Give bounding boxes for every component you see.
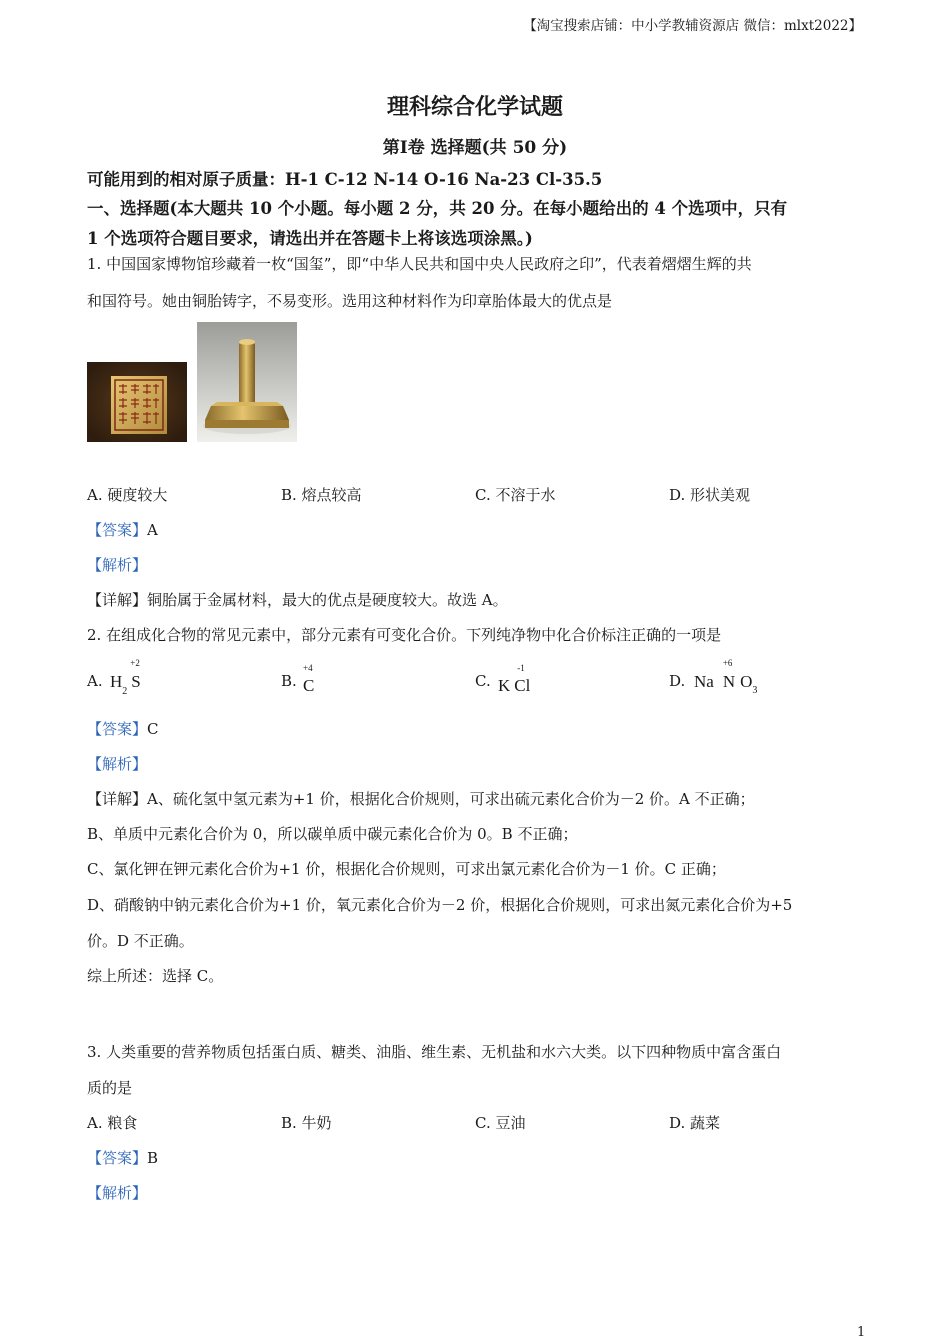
- section-instructions-line2: 1 个选项符合题目要求，请选出并在答题卡上将该选项涂黑。): [87, 229, 533, 248]
- q1-analysis-tag: 【解析】: [87, 556, 148, 574]
- q1-detail-text: 铜胎属于金属材料，最大的优点是硬度较大。故选 A。: [147, 591, 508, 609]
- element-cl-wrap: [514, 663, 531, 695]
- section-subtitle: 第Ⅰ卷 选择题(共 50 分): [382, 138, 568, 158]
- element-o: O: [740, 672, 753, 691]
- element-c: C: [303, 676, 315, 695]
- q2-option-c-letter: C.: [475, 672, 491, 690]
- q2-detail-line2: B、单质中元素化合价为 0，所以碳单质中碳元素化合价为 0。B 不正确；: [87, 825, 578, 843]
- q2-answer-value: C: [147, 720, 159, 738]
- seal-face-image: [87, 362, 187, 442]
- answer-tag: 【答案】: [87, 521, 148, 539]
- element-h: H: [110, 672, 123, 691]
- oxidation-state: +2: [130, 658, 140, 668]
- q3-option-a: A. 粮食: [87, 1114, 138, 1132]
- q2-answer-line: [87, 718, 159, 739]
- bronze-seal-image: [197, 322, 297, 442]
- page-title: 理科综合化学试题: [386, 94, 563, 120]
- q1-option-d: D. 形状美观: [669, 486, 751, 504]
- q2-option-a-formula: [110, 658, 141, 697]
- q3-stem-line1: 3. 人类重要的营养物质包括蛋白质、糖类、油脂、维生素、无机盐和水六大类。以下四种物质中富含蛋白: [87, 1043, 782, 1061]
- q2-detail-line1: [87, 788, 755, 809]
- subscript-3: 3: [752, 685, 758, 696]
- element-na: Na: [694, 672, 714, 691]
- oxidation-state: -1: [517, 663, 525, 673]
- q1-stem-line2: 和国符号。她由铜胎铸字，不易变形。选用这种材料作为印章胎体最大的优点是: [87, 292, 613, 310]
- q3-option-b: B. 牛奶: [281, 1114, 332, 1132]
- q1-answer-line: [87, 519, 158, 540]
- element-n-wrap: [722, 658, 736, 691]
- header-shop-note: 【淘宝搜索店铺：中小学教辅资源店 微信：mlxt2022】: [523, 18, 862, 34]
- q1-detail-line: [87, 589, 508, 610]
- q2-detail-line4: D、硝酸钠中钠元素化合价为+1 价，氧元素化合价为－2 价，根据化合价规则，可求出氮元素化合价为+5: [87, 896, 793, 914]
- q1-stem-line1: 1. 中国国家博物馆珍藏着一枚“国玺”，即“中华人民共和国中央人民政府之印”，代表着熠熠生辉的共: [87, 255, 752, 273]
- detail-tag: 【详解】: [87, 591, 148, 609]
- element-n: N: [722, 672, 736, 691]
- page-number: 1: [857, 1325, 866, 1340]
- q2-summary: 综上所述：选择 C。: [87, 967, 224, 985]
- q3-answer-line: [87, 1147, 158, 1168]
- oxidation-state: +4: [303, 663, 313, 673]
- q2-stem: 2. 在组成化合物的常见元素中，部分元素有可变化合价。下列纯净物中化合价标注正确的一项是: [87, 626, 722, 644]
- q1-option-c: C. 不溶于水: [475, 486, 556, 504]
- atomic-masses-line: 可能用到的相对原子质量：H-1 C-12 N-14 O-16 Na-23 Cl-35.5: [87, 170, 603, 189]
- subscript-2: 2: [122, 686, 128, 697]
- element-s: S: [131, 672, 141, 691]
- q1-option-a: A. 硬度较大: [87, 486, 168, 504]
- q3-answer-value: B: [147, 1149, 159, 1167]
- element-c-wrap: [303, 663, 315, 695]
- element-k: K: [498, 676, 511, 695]
- q3-option-c: C. 豆油: [475, 1114, 526, 1132]
- q3-option-d: D. 蔬菜: [669, 1114, 721, 1132]
- q1-option-b: B. 熔点较高: [281, 486, 362, 504]
- q2-option-d-formula: [694, 658, 758, 696]
- q2-option-b-formula: [303, 663, 315, 696]
- oxidation-state: +6: [722, 658, 733, 668]
- q3-analysis-tag: 【解析】: [87, 1184, 148, 1202]
- detail-tag: 【详解】: [87, 790, 148, 808]
- q2-analysis-tag: 【解析】: [87, 755, 148, 773]
- element-s-wrap: [130, 658, 141, 691]
- section-instructions-line1: 一、选择题(本大题共 10 个小题。每小题 2 分，共 20 分。在每小题给出的 4 个选项中，只有: [87, 199, 788, 218]
- q2-option-a-letter: A.: [87, 672, 103, 690]
- q2-detail-text1: A、硫化氢中氢元素为+1 价，根据化合价规则，可求出硫元素化合价为－2 价。A 不正确；: [147, 790, 755, 808]
- element-cl: Cl: [514, 676, 531, 695]
- q3-stem-line2: 质的是: [87, 1079, 133, 1097]
- q2-detail-line3: C、氯化钾在钾元素化合价为+1 价，根据化合价规则，可求出氯元素化合价为－1 价。C 正确；: [87, 860, 726, 878]
- q2-option-c-formula: [498, 663, 531, 696]
- q2-detail-line5: 价。D 不正确。: [87, 932, 194, 950]
- q1-answer-value: A: [147, 521, 158, 539]
- q2-option-d-letter: D.: [669, 672, 686, 690]
- answer-tag: 【答案】: [87, 720, 148, 738]
- q2-option-b-letter: B.: [281, 672, 297, 690]
- answer-tag: 【答案】: [87, 1149, 148, 1167]
